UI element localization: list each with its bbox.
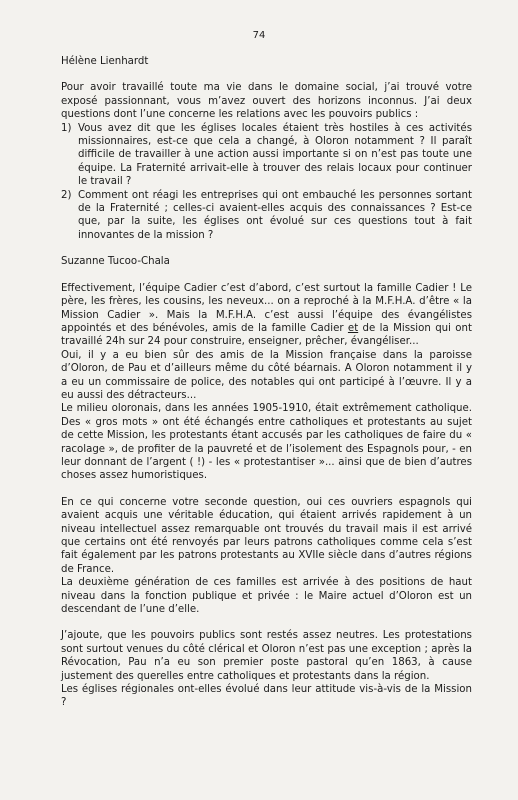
paragraph: La deuxième génération de ces familles est arrivée à des positions de haut niveau dans la fonction publique et privée : le Maire actuel d’Oloron est un descendant de l’une d’elle.: [61, 577, 472, 616]
list-number: 2): [61, 189, 72, 201]
list-item: [61, 189, 472, 243]
paragraph: [61, 282, 472, 349]
list-item-text: Comment ont réagi les entreprises qui ont embauché les personnes sortant de la Fraternité ; celles-ci avaient-elles acquis des connaissances ? Est-ce que, par la suite, les églises ont évolué sur ces questions tout à fait innovantes de la mission ?: [78, 189, 472, 241]
paragraph: Oui, il y a eu bien sûr des amis de la Mission française dans la paroisse d’Oloron, de Pau et d’ailleurs même du côté béarnais. A Oloron notamment il y a eu un commissaire de police, des notables qui ont participé à l’œuvre. Il y a eu aussi des détracteurs...: [61, 349, 472, 401]
paragraph: J’ajoute, que les pouvoirs publics sont restés assez neutres. Les protestations sont surtout venues du côté clérical et Oloron n’est pas une exception ; après la Révocation, Pau n’a eu son premier poste pastoral qu’en 1863, à cause justement des querelles entre catholiques et protestants dans la région.: [61, 630, 472, 682]
paragraph: Le milieu oloronais, dans les années 1905-1910, était extrêmement catholique. Des « gros mots » ont été échangés entre catholiques et protestants au sujet de cette Mission, les protestants étant accusés par les catholiques de faire du « racolage », de profiter de la pauvreté et de l’isolement des Espagnols pour, - en leur donnant de l’argent ( !) - les « protestantiser »... ainsi que de bien d’autres choses assez humoristiques.: [61, 403, 472, 482]
paragraph-text: de la Mission qui ont travaillé 24h sur 24 pour construire, enseigner, prêcher, évangéliser...: [61, 322, 472, 348]
question-list: [61, 122, 472, 243]
paragraph: Pour avoir travaillé toute ma vie dans le domaine social, j’ai trouvé votre exposé passionnant, vous m’avez ouvert des horizons inconnus. J’ai deux questions dont l’une concerne les relations avec les pouvoirs publics :: [61, 82, 472, 121]
list-item-text: Vous avez dit que les églises locales étaient très hostiles à ces activités missionnaires, est-ce que cela a changé, à Oloron notamment ? Il paraît difficile de travailler à une action aussi importante si on n’est pas toute une équipe. La Fraternité arrivait-elle à trouver des relais locaux pour continuer le travail ?: [78, 122, 472, 188]
page-number: 74: [252, 30, 266, 41]
list-number: 1): [61, 122, 72, 134]
list-item: [61, 122, 472, 189]
paragraph: Les églises régionales ont-elles évolué dans leur attitude vis-à-vis de la Mission ?: [61, 684, 472, 709]
speaker-name: Hélène Lienhardt: [61, 56, 149, 67]
paragraph-text: Effectivement, l’équipe Cadier c’est d’abord, c’est surtout la famille Cadier ! Le père, les frères, les cousins, les neveux... on a reproché à la M.F.H.A. d’être « la Mission Cadier ». Mais la M.F.H.A. c’est aussi l’équipe des évangélistes appointés et des bénévoles, amis de la famille Cadier: [61, 282, 472, 334]
underlined-word: et: [347, 322, 359, 334]
speaker-name: Suzanne Tucoo-Chala: [61, 256, 170, 268]
page-content: [61, 55, 472, 710]
paragraph: En ce qui concerne votre seconde question, oui ces ouvriers espagnols qui avaient acquis une véritable éducation, qui étaient arrivés rapidement à un niveau intellectuel assez remarquable ont trouvés du travail mais il est arrivé que certains ont été renvoyés par leurs patrons catholiques comme cela s’est fait également par les patrons protestants au XVIIe siècle dans d’autres régions de France.: [61, 496, 472, 575]
